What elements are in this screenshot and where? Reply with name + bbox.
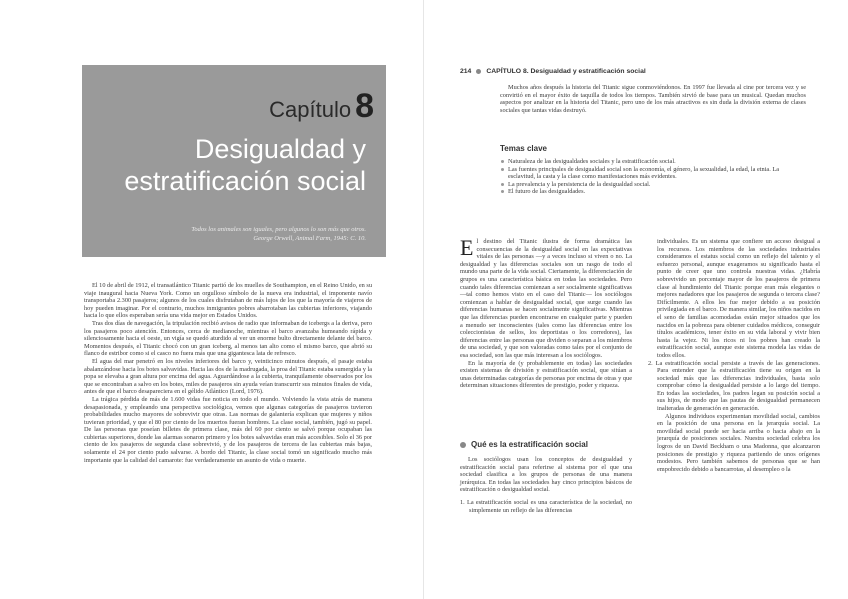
body-text: l destino del Titanic ilustra de forma dramática las consecuencias de la desigualdad social en las expectativas vitales de las personas —y a veces incluso si viven o no. La desigualdad y las diferencias sociales son un rasgo de todo el mundo una parte de la vida social. Ciertamente, la diferenciación de grupos es una característica básica en todas las sociedades. Pero cuando tales diferencias comienzan a ser socialmente significativas —tal como hemos visto en el caso del Titanic— los sociólogos comienzan a hablar de desigualdad social, que surge cuando las diferencias humanas se hacen socialmente significativas. Mientras que las diferencias pueden encontrarse en cualquier parte y pueden a menudo ser inconscientes (tales como las diferencias entre los coleccionistas de sellos, los deportistas o los corredores), las diferencias entre las personas que dividen o separan a los miembros de una sociedad, y que son valoradas como tales por el conjunto de esa sociedad, son las que más interesan a los sociólogos. bbox=[460, 238, 632, 359]
running-head bbox=[460, 68, 820, 75]
item-number: 1. bbox=[460, 498, 465, 506]
section-heading-text: Qué es la estratificación social bbox=[471, 440, 588, 449]
item-text: La estratificación social persiste a través de las generaciones. Para entender que la estratificación tiene su origen en la sociedad más que las diferencias individuales, basta solo comprobar cómo la desigualdad persiste a lo largo del tiempo. En todas las sociedades, los padres legan su posición social a sus hijos, de modo que las pautas de desigualdad permanecen inalteradas de generación en generación. bbox=[655, 359, 820, 413]
chapter-title-line: estratificación social bbox=[124, 166, 366, 196]
key-topics-list bbox=[500, 158, 804, 196]
bullet-dot-icon bbox=[476, 69, 481, 74]
key-topic-item: Naturaleza de las desigualdades sociales y la estratificación social. bbox=[500, 158, 804, 166]
body-paragraph: Tras dos días de navegación, la tripulación recibió avisos de radio que informaban de icebergs a la deriva, pero los pasajeros poco atención. Entonces, cerca de medianoche, mientras el barco avanzaba humeando rápida y silenciosamente hacia el oeste, un vigía se quedó aturdido al ver un enorme bulto directamente delante del barco. Momentos después, el Titanic chocó con un gran iceberg, al menos tan alto como el mismo barco, que abrió su flanco de estribor como si el casco no fuera más que una gigantesca lata de refresco. bbox=[84, 319, 372, 358]
page-number: 214 bbox=[460, 68, 472, 75]
section-heading bbox=[460, 440, 588, 449]
item-number: 2. bbox=[648, 359, 653, 367]
body-paragraph: La trágica pérdida de más de 1.600 vidas fue noticia en todo el mundo. Volviendo la vista atrás de manera desapasionada, y empleando una perspectiva sociológica, vemos que algunas categorías de pasajeros tuvieron probabilidades mucho mayores de sobrevivir que otras. Las normas de galantería explican que mujeres y niños tuvieran prioridad, y que el 80 por ciento de los muertos fueran hombres. La clase social, también, jugó su papel. De las personas que poseían billetes de primera clase, más del 60 por ciento se salvó porque ocupaban las cubiertas superiores, donde las alarmas sonaron primero y los botes salvavidas eran más accesibles. Solo el 36 por ciento de los pasajeros de segunda clase sobrevivió, y de los pasajeros de tercera de las cubiertas más bajas, solamente el 24 por ciento pudo salvarse. A bordo del Titanic, la clase social tomó un significado mucho más importante que la calidad del camarote: fue verdaderamente un asunto de vida o muerte. bbox=[84, 395, 372, 464]
chapter-title-panel bbox=[82, 65, 386, 257]
key-topics-title: Temas clave bbox=[500, 144, 547, 153]
key-topic-item: La prevalencia y la persistencia de la desigualdad social. bbox=[500, 181, 804, 189]
epigraph bbox=[116, 225, 366, 243]
body-paragraph bbox=[460, 235, 632, 360]
drop-cap: E bbox=[460, 235, 474, 260]
key-topic-item: Las fuentes principales de desigualdad social son la economía, el género, la sexualidad, la edad, la etnia. La esclavitud, la casta y la clase como manifestaciones más evidentes. bbox=[500, 166, 804, 181]
body-paragraph: El agua del mar penetró en los niveles inferiores del barco y, veinticinco minutos después, el pasaje estaba abalanzándose hacia los botes salvavidas. Hacia las dos de la madrugada, la proa del Titanic estaba sumergida y la popa se elevaba a gran altura por encima del agua. Aguardándose a la cubierta, tranquilamente observados por los que se encontraban a salvo en los botes, miles de pasajeros sin ayuda veían transcurrir sus minutos finales de vida, antes de que el barco desapareciera en el gélido Atlántico (Lord, 1976). bbox=[84, 357, 373, 396]
body-paragraph: En la mayoría de (y probablemente en todas) las sociedades existen sistemas de división y estratificación social, que sitúan a unas determinadas categorías de personas por encima de otras y que determinan situaciones diferentes de prestigio, poder y riqueza. bbox=[460, 359, 632, 390]
body-paragraph: El 10 de abril de 1912, el transatlántico Titanic partió de los muelles de Southampton, en el Reino Unido, en su viaje inaugural hacia Nueva York. Como un orgulloso símbolo de la nueva era industrial, el imponente navío transportaba 2.300 pasajeros; algunos de los cuales disfrutaban de más lujos de los que la mayoría de viajeros de hoy pueden imaginar. Por el contrario, muchos inmigrantes pobres abarrotaban las cubiertas inferiores, viajando hacia lo que ellos esperaban sería una vida mejor en Estados Unidos. bbox=[84, 282, 372, 320]
numbered-item-continued bbox=[648, 238, 820, 360]
text-column-left-lower bbox=[460, 456, 632, 514]
epigraph-quote: Todos los animales son iguales, pero algunos lo son más que otros. bbox=[191, 226, 366, 233]
text-column-left bbox=[460, 235, 632, 390]
running-head-text: CAPÍTULO 8. Desigualdad y estratificación social bbox=[486, 68, 646, 75]
chapter-title-line: Desigualdad y bbox=[194, 134, 366, 164]
chapter-label bbox=[269, 87, 374, 126]
bullet-dot-icon bbox=[460, 442, 466, 448]
body-paragraph: Algunos individuos experimentan movilidad social, cambios en la posición de una persona en la jerarquía social. La movilidad social puede ser hacia arriba o hacia abajo en la jerarquía de posiciones sociales. Nuestra sociedad celebra los logros de un David Beckham o una Madonna, que alcanzaron posiciones de prestigio y riqueza partiendo de unos orígenes modestos. Pero también sabemos de personas que se han empobrecido debido a bancarrotas, al desempleo o la bbox=[657, 412, 820, 473]
chapter-number: 8 bbox=[355, 87, 374, 125]
numbered-item bbox=[460, 499, 632, 514]
numbered-item bbox=[648, 360, 820, 413]
key-topic-item: El futuro de las desigualdades. bbox=[500, 188, 804, 196]
chapter-opening-text bbox=[84, 282, 372, 464]
epigraph-source: George Orwell, Animal Farm, 1945: C. 10. bbox=[253, 235, 366, 242]
chapter-title bbox=[96, 133, 366, 197]
intro-text bbox=[500, 84, 806, 114]
body-paragraph: Los sociólogos usan los conceptos de desigualdad y estratificación social para referirse al sistema por el que una sociedad clasifica a los grupos de personas de una manera jerárquica. En todas las sociedades hay cinco principios básicos de estratificación o desigualdad social. bbox=[460, 456, 632, 494]
item-text: individuales. Es un sistema que confiere un acceso desigual a los recursos. Los miembros de las sociedades industriales consideramos el estatus social como un reflejo del talento y el esfuerzo personal, aunque exageramos su significado hasta el punto de creer que uno controla nuestras vidas. ¿Habría sobrevivido un porcentaje mayor de los pasajeros de primera clase al hundimiento del Titanic porque eran más elegantes o mejores nadadores que los pasajeros de segunda o tercera clase? Difícilmente. A ellos les fue mejor debido a su posición privilegiada en el barco. De manera similar, los niños nacidos en el seno de familias acomodadas están mejor situados que los nacidos en la pobreza para obtener cuidados médicos, conseguir títulos académicos, tener éxito en su vida laboral y vivir bien hasta la vejez. Ni los ricos ni los pobres han creado la estratificación social, aunque este sistema modela las vidas de todos ellos. bbox=[657, 238, 820, 359]
text-column-right bbox=[648, 238, 820, 473]
intro-paragraph: Muchos años después la historia del Titanic sigue conmoviéndonos. En 1997 fue llevada al cine por tercera vez y se convirtió en el mayor éxito de taquilla de todos los tiempos. También sirvió de base para un musical. Quedan muchos aspectos por analizar en la historia del Titanic, pero uno de los más atractivos es sin duda la división externa de clases sociales que tantas vidas destruyó. bbox=[500, 84, 806, 114]
right-page bbox=[424, 0, 848, 599]
item-text: La estratificación social es una característica de la sociedad, no simplemente un reflejo de las diferencias bbox=[466, 498, 632, 514]
chapter-word: Capítulo bbox=[269, 97, 352, 122]
